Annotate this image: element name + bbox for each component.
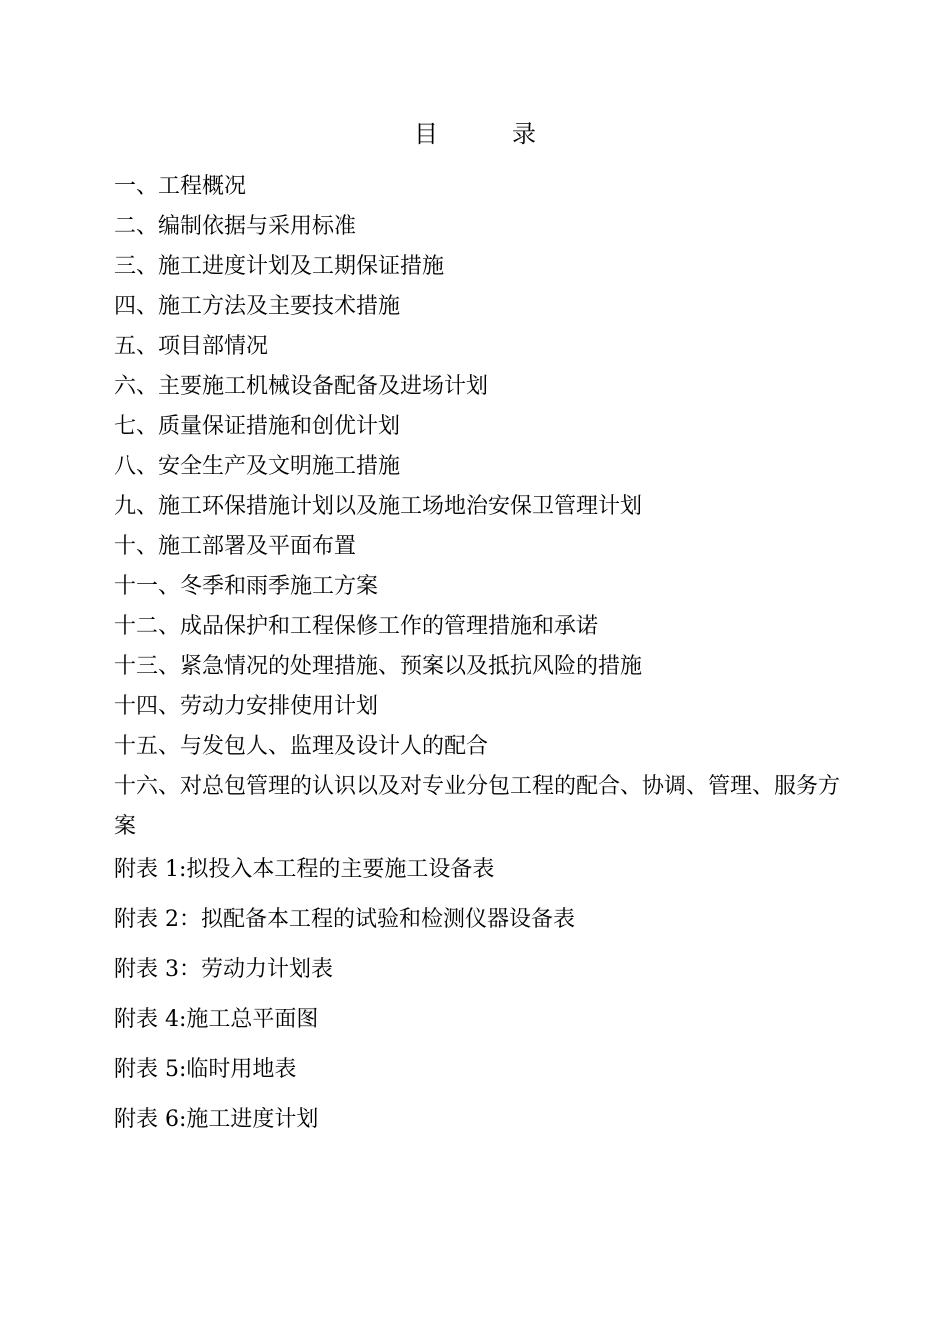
toc-item: 十、施工部署及平面布置 xyxy=(114,534,357,559)
appendix-item: 附表 1:拟投入本工程的主要施工设备表 xyxy=(114,857,495,882)
appendix-item: 附表 3：劳动力计划表 xyxy=(114,957,333,982)
appendix-item: 附表 5:临时用地表 xyxy=(114,1057,297,1082)
toc-item: 三、施工进度计划及工期保证措施 xyxy=(114,254,445,279)
toc-item: 九、施工环保措施计划以及施工场地治安保卫管理计划 xyxy=(114,494,643,519)
toc-item: 十三、紧急情况的处理措施、预案以及抵抗风险的措施 xyxy=(114,654,643,679)
appendix-item: 附表 2：拟配备本工程的试验和检测仪器设备表 xyxy=(114,907,575,932)
title-char-1: 目 xyxy=(414,120,438,148)
toc-item: 十四、劳动力安排使用计划 xyxy=(114,694,379,719)
toc-item: 八、安全生产及文明施工措施 xyxy=(114,454,401,479)
toc-item: 七、质量保证措施和创优计划 xyxy=(114,414,401,439)
toc-item: 六、主要施工机械设备配备及进场计划 xyxy=(114,374,489,399)
appendix-item: 附表 4:施工总平面图 xyxy=(114,1007,319,1032)
table-of-contents xyxy=(114,167,844,847)
title-char-2: 录 xyxy=(512,120,536,148)
toc-item: 一、工程概况 xyxy=(114,174,247,199)
page-title xyxy=(0,118,950,150)
toc-item: 十一、冬季和雨季施工方案 xyxy=(114,574,379,599)
toc-item: 二、编制依据与采用标准 xyxy=(114,214,357,239)
appendix-list xyxy=(114,845,844,1145)
toc-item: 十六、对总包管理的认识以及对专业分包工程的配合、协调、管理、服务方案 xyxy=(114,774,841,839)
toc-item: 十二、成品保护和工程保修工作的管理措施和承诺 xyxy=(114,614,599,639)
appendix-item: 附表 6:施工进度计划 xyxy=(114,1107,319,1132)
toc-item: 五、项目部情况 xyxy=(114,334,269,359)
toc-item: 十五、与发包人、监理及设计人的配合 xyxy=(114,734,489,759)
toc-item: 四、施工方法及主要技术措施 xyxy=(114,294,401,319)
